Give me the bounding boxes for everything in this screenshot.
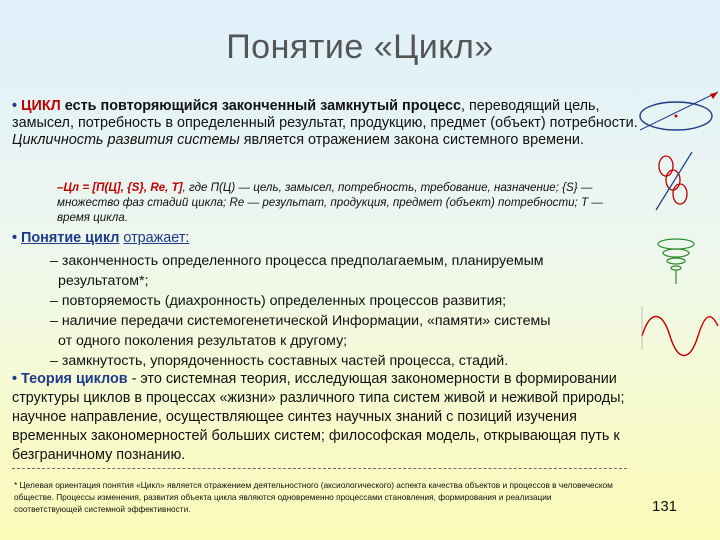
bullet: •	[12, 230, 18, 246]
footnote-divider	[12, 468, 627, 469]
definition-lead: есть повторяющийся законченный замкнутый процесс	[64, 98, 461, 114]
list-item: – наличие передачи системогенетической Информации, «памяти» системы	[50, 313, 551, 329]
concept-heading	[12, 230, 642, 247]
theory-text: - это системная теория, исследующая закономерности в формировании структуры циклов в процессах «жизни» различного типа систем живой и неживой природы; научное направление, осуществляющее синтез научных знаний с позиций изучения временных закономерностей больших систем; философская модель, открывающая путь к безграничному познанию.	[12, 371, 625, 463]
concept-term: Понятие цикл	[21, 230, 120, 246]
definition-rest-2: является отражением закона системного времени.	[239, 132, 584, 148]
concept-list	[50, 251, 640, 371]
list-item: результатом*;	[58, 273, 149, 289]
theory-term: Теория циклов	[21, 371, 128, 387]
list-item: – замкнутость, упорядоченность составных частей процесса, стадий.	[50, 353, 509, 369]
definition-italic: Цикличность развития системы	[12, 132, 240, 148]
conical-spiral-icon	[658, 239, 694, 284]
page-number: 131	[652, 498, 678, 515]
footnote: * Целевая ориентация понятия «Цикл» является отражением деятельностного (аксиологического) аспекта качества объектов и процессов в человеческом обществе. Процессы изменения, развития объекта цикла являются одновременно процессами становления, формирования и реализации соответствующей системной эффективности.	[14, 480, 613, 514]
illustrations	[636, 88, 720, 388]
formula-head: –Цл = [П(Ц], {S}, Re, T]	[57, 181, 183, 194]
definition-rest: , переводящий цель, замысел, потребность в определенный результат, продукцию, предмет (объект) потребности.	[12, 98, 638, 131]
formula-text: , где П(Ц) — цель, замысел, потребность, требование, назначение; {S} — множество фаз стадий цикла; Re — результат, продукция, предмет (объект) потребности; Т — время цикла.	[57, 181, 603, 224]
list-item: – повторяемость (диахронность) определенных процессов развития;	[50, 293, 507, 309]
slide-title: Понятие «Цикл»	[226, 28, 494, 66]
bullet: •	[12, 371, 18, 387]
bullet: •	[12, 98, 18, 114]
orbit-ellipse-icon	[640, 92, 718, 130]
term-cycle: ЦИКЛ	[21, 98, 61, 114]
sine-wave-icon	[642, 306, 718, 356]
list-item: от одного поколения результатов к другому;	[58, 333, 348, 349]
helix-spiral-icon	[656, 152, 692, 210]
definition-paragraph	[12, 98, 642, 149]
list-item: – законченность определенного процесса предполагаемым, планируемым	[50, 253, 544, 269]
formula-block	[57, 180, 637, 225]
concept-tail: отражает:	[123, 230, 190, 246]
theory-paragraph	[12, 370, 642, 465]
